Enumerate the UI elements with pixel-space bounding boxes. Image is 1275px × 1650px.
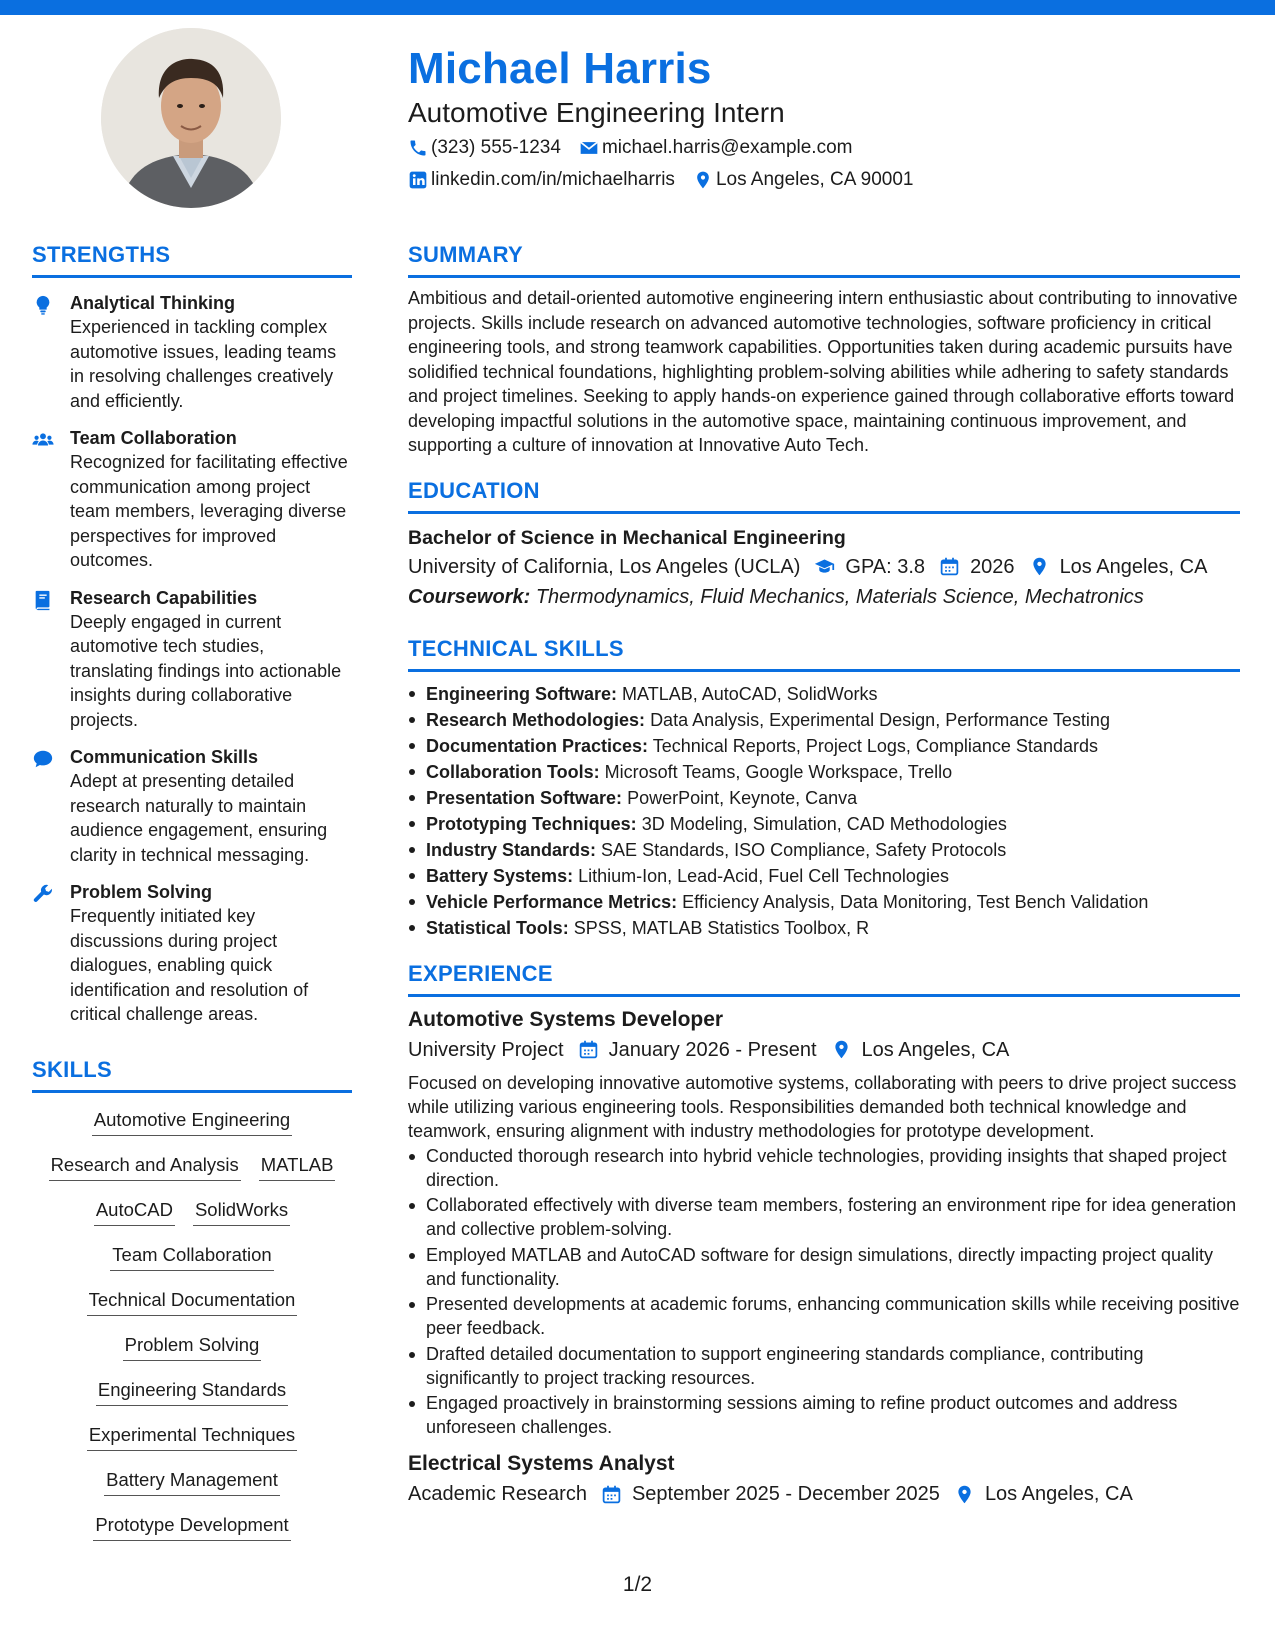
job-location: Los Angeles, CA	[861, 1038, 1010, 1061]
strength-item	[32, 586, 352, 733]
skills-list	[32, 1107, 352, 1557]
location-contact	[693, 166, 914, 194]
left-column	[32, 238, 352, 1557]
job-location: Los Angeles, CA	[984, 1483, 1133, 1505]
map-pin-icon	[831, 1039, 852, 1060]
strength-title: Problem Solving	[70, 882, 213, 902]
skill-tag: Automotive Engineering	[92, 1107, 292, 1136]
lightbulb-icon	[32, 294, 54, 316]
right-column	[408, 238, 1240, 1509]
list-item: Prototyping Techniques: 3D Modeling, Simulation, CAD Methodologies	[408, 811, 1240, 837]
job-meta	[408, 1479, 1240, 1509]
list-item: Presentation Software: PowerPoint, Keynote, Canva	[408, 785, 1240, 811]
list-item: Engaged proactively in brainstorming sessions aiming to refine product outcomes and address unforeseen challenges.	[408, 1391, 1240, 1439]
list-item: Conducted thorough research into hybrid vehicle technologies, providing insights that shaped project direction.	[408, 1144, 1240, 1192]
list-item: Collaborated effectively with diverse team members, fostering an environment ripe for idea generation and collective problem-solving.	[408, 1193, 1240, 1241]
book-icon	[32, 589, 54, 611]
users-icon	[32, 429, 54, 451]
linkedin-icon	[408, 170, 428, 190]
email-contact[interactable]	[579, 134, 853, 162]
strength-title: Research Capabilities	[70, 587, 258, 608]
phone-icon	[408, 138, 428, 158]
strengths-heading: STRENGTHS	[32, 242, 171, 267]
email-text: michael.harris@example.com	[601, 137, 853, 158]
skills-rule	[32, 1090, 352, 1093]
profile-photo	[101, 28, 281, 208]
coursework-label: Coursework:	[408, 585, 531, 608]
technical-skills-list	[408, 681, 1240, 941]
coursework-line	[408, 582, 1240, 612]
strength-desc: Experienced in tackling complex automotive issues, leading teams in resolving challenges creatively and efficiently.	[70, 317, 337, 411]
list-item: Presented developments at academic forums, enhancing communication skills while receiving positive peer feedback.	[408, 1292, 1240, 1340]
list-item: Documentation Practices: Technical Reports, Project Logs, Compliance Standards	[408, 733, 1240, 759]
list-item: Engineering Software: MATLAB, AutoCAD, SolidWorks	[408, 681, 1240, 707]
skill-tag: Problem Solving	[123, 1332, 262, 1361]
strength-title: Team Collaboration	[70, 428, 237, 448]
skill-tag: MATLAB	[259, 1152, 336, 1181]
map-pin-icon	[954, 1484, 975, 1505]
list-item: Drafted detailed documentation to support engineering standards compliance, contributing significantly to project tracking resources.	[408, 1342, 1240, 1390]
list-item: Industry Standards: SAE Standards, ISO Compliance, Safety Protocols	[408, 837, 1240, 863]
envelope-icon	[579, 138, 599, 158]
strength-desc: Adept at presenting detailed research naturally to maintain audience engagement, ensuring clarity in technical messaging.	[70, 771, 328, 865]
education-heading: EDUCATION	[408, 477, 540, 503]
calendar-icon	[939, 556, 960, 577]
strength-item	[32, 426, 352, 573]
map-pin-icon	[1029, 556, 1050, 577]
graduation-year: 2026	[970, 555, 1015, 578]
phone-text: (323) 555-1234	[431, 137, 561, 158]
list-item: Employed MATLAB and AutoCAD software for design simulations, directly impacting project quality and functionality.	[408, 1243, 1240, 1291]
list-item: Battery Systems: Lithium-Ion, Lead-Acid, Fuel Cell Technologies	[408, 863, 1240, 889]
skills-heading: SKILLS	[32, 1056, 113, 1082]
resume-header	[408, 42, 1228, 194]
page-number: 1/2	[622, 1573, 653, 1596]
gpa-text: GPA: 3.8	[845, 555, 926, 578]
school-location: Los Angeles, CA	[1059, 555, 1208, 578]
technical-skills-rule	[408, 669, 1240, 672]
contact-row-1	[408, 134, 1228, 162]
list-item: Research Methodologies: Data Analysis, Experimental Design, Performance Testing	[408, 707, 1240, 733]
summary-rule	[408, 275, 1240, 278]
skill-tag: Experimental Techniques	[87, 1422, 297, 1451]
location-text: Los Angeles, CA 90001	[715, 169, 914, 190]
linkedin-contact[interactable]	[408, 166, 675, 194]
strength-item	[32, 880, 352, 1027]
strength-item	[32, 745, 352, 867]
strength-title: Communication Skills	[70, 747, 259, 767]
job-description: Focused on developing innovative automotive systems, collaborating with peers to drive project success while utilizing various engineering tools. Responsibilities demanded both technical knowledge and teamwork, ensuring alignment with industry methodologies for prototype development.	[408, 1072, 1237, 1141]
wrench-icon	[32, 883, 54, 905]
strength-desc: Recognized for facilitating effective communication among project team members, leveraging diverse perspectives for improved outcomes.	[70, 452, 348, 570]
technical-skills-heading: TECHNICAL SKILLS	[408, 635, 624, 661]
job-title: Electrical Systems Analyst	[408, 1452, 675, 1475]
skill-tag: Prototype Development	[93, 1512, 290, 1541]
top-accent-bar	[0, 0, 1275, 15]
education-rule	[408, 511, 1240, 514]
speech-bubble-icon	[32, 748, 54, 770]
list-item: Statistical Tools: SPSS, MATLAB Statistics Toolbox, R	[408, 915, 1240, 941]
job-meta	[408, 1035, 1240, 1065]
experience-heading: EXPERIENCE	[408, 960, 553, 986]
candidate-name: Michael Harris	[408, 44, 712, 93]
summary-heading: SUMMARY	[408, 242, 523, 267]
degree-title: Bachelor of Science in Mechanical Engineering	[408, 526, 846, 549]
map-pin-icon	[693, 170, 713, 190]
strength-desc: Deeply engaged in current automotive tech studies, translating findings into actionable insights during collaborative projects.	[70, 611, 342, 730]
skill-tag: Team Collaboration	[110, 1242, 273, 1271]
job-org: Academic Research	[408, 1483, 587, 1505]
graduation-cap-icon	[814, 556, 835, 577]
skill-tag: Battery Management	[104, 1467, 280, 1496]
skill-tag: SolidWorks	[193, 1197, 290, 1226]
job-dates: January 2026 - Present	[608, 1038, 817, 1061]
skill-tag: Engineering Standards	[96, 1377, 288, 1406]
school-name: University of California, Los Angeles (UCLA)	[408, 555, 801, 578]
strengths-rule	[32, 275, 352, 278]
summary-text: Ambitious and detail-oriented automotive engineering intern enthusiastic about contributing to innovative projects. Skills include research on advanced automotive technologies, software proficiency in critical engineering tools, and strong teamwork capabilities. Opportunities taken during academic pursuits have solidified technical foundations, highlighting problem-solving abilities while adhering to safety standards and project timelines. Seeking to apply hands-on experience gained through collaborative efforts toward developing impactful solutions in the automotive space, maintaining continuous improvement, and supporting a culture of innovation at Innovative Auto Tech.	[408, 288, 1238, 455]
strength-item	[32, 291, 352, 413]
job-org: University Project	[408, 1038, 564, 1061]
calendar-icon	[578, 1039, 599, 1060]
list-item: Vehicle Performance Metrics: Efficiency Analysis, Data Monitoring, Test Bench Validation	[408, 889, 1240, 915]
strength-title: Analytical Thinking	[70, 293, 236, 313]
coursework-text: Thermodynamics, Fluid Mechanics, Materials Science, Mechatronics	[535, 585, 1144, 608]
skill-tag: Research and Analysis	[49, 1152, 241, 1181]
job-bullets	[408, 1144, 1240, 1440]
skill-tag: AutoCAD	[94, 1197, 175, 1226]
skill-tag: Technical Documentation	[87, 1287, 298, 1316]
linkedin-text: linkedin.com/in/michaelharris	[431, 169, 675, 190]
candidate-role: Automotive Engineering Intern	[408, 97, 785, 128]
education-meta	[408, 552, 1240, 582]
phone-contact[interactable]	[408, 134, 561, 162]
list-item: Collaboration Tools: Microsoft Teams, Google Workspace, Trello	[408, 759, 1240, 785]
experience-rule	[408, 994, 1240, 997]
job-dates: September 2025 - December 2025	[631, 1483, 940, 1505]
strength-desc: Frequently initiated key discussions during project dialogues, enabling quick identification and resolution of critical challenge areas.	[70, 906, 309, 1024]
job-title: Automotive Systems Developer	[408, 1007, 724, 1031]
calendar-icon	[601, 1484, 622, 1505]
contact-row-2	[408, 166, 1228, 194]
